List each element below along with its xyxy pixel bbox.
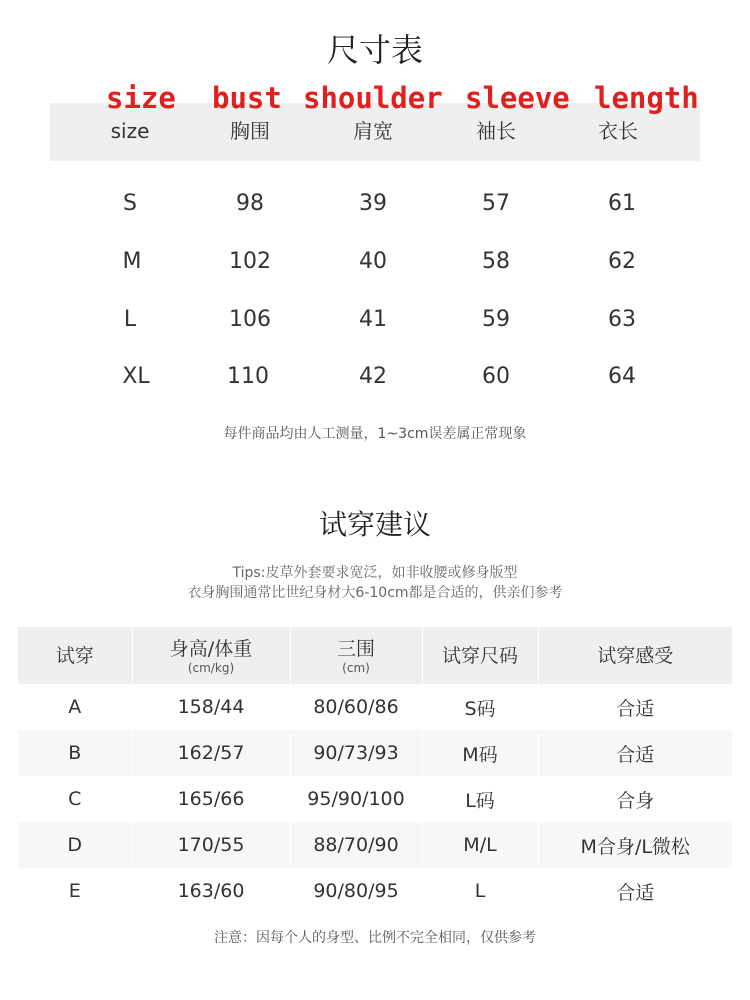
table-cell: 158/44 xyxy=(132,684,290,730)
fit-table-header-row xyxy=(18,627,732,684)
fit-header-height-weight: 身高/体重 (cm/kg) xyxy=(132,627,290,684)
table-cell: 58 xyxy=(482,249,510,274)
english-header-row xyxy=(0,80,750,120)
table-cell: S码 xyxy=(422,684,538,730)
en-header-shoulder: shoulder xyxy=(303,81,443,115)
table-cell: 64 xyxy=(608,364,636,389)
table-cell: 39 xyxy=(359,191,387,216)
fit-header-feeling: 试穿感受 xyxy=(597,644,674,667)
header-shoulder: 肩宽 xyxy=(353,119,393,143)
fit-header-tester: 试穿 xyxy=(18,627,132,684)
size-chart-title: 尺寸表 xyxy=(326,31,423,69)
fit-tips-line1: Tips:皮草外套要求宽泛，如非收腰或修身版型 xyxy=(232,565,518,581)
table-cell: L xyxy=(422,868,538,914)
en-header-sleeve: sleeve xyxy=(465,81,570,115)
fit-advice-title: 试穿建议 xyxy=(318,508,431,541)
fit-tips xyxy=(0,563,750,603)
table-cell: 98 xyxy=(236,191,264,216)
header-size: size xyxy=(110,119,150,143)
measurement-note: 每件商品均由人工测量，1~3cm误差属正常现象 xyxy=(223,426,527,442)
table-cell: S xyxy=(123,191,137,216)
table-cell: 61 xyxy=(608,191,636,216)
header-bust: 胸围 xyxy=(230,119,270,143)
table-row xyxy=(18,822,732,868)
fit-tips-line2: 衣身胸围通常比世纪身材大6-10cm都是合适的，供亲们参考 xyxy=(187,585,563,601)
en-header-bust: bust xyxy=(212,81,282,115)
table-cell: 62 xyxy=(608,249,636,274)
table-cell: 41 xyxy=(359,307,387,332)
table-cell: M码 xyxy=(422,730,538,776)
table-cell: D xyxy=(18,822,132,868)
table-cell: E xyxy=(18,868,132,914)
fit-table xyxy=(18,627,732,914)
table-cell: 80/60/86 xyxy=(290,684,422,730)
table-row xyxy=(18,868,732,914)
table-cell: 59 xyxy=(482,307,510,332)
table-cell: 60 xyxy=(482,364,510,389)
header-length: 衣长 xyxy=(598,119,638,143)
table-cell: 40 xyxy=(359,249,387,274)
en-header-length: length xyxy=(594,81,699,115)
table-cell: L码 xyxy=(422,776,538,822)
table-cell: M合身/L微松 xyxy=(580,835,690,858)
en-header-size: size xyxy=(106,81,176,115)
table-cell: 合适 xyxy=(616,697,655,720)
table-cell: 106 xyxy=(229,307,271,332)
table-cell: 合适 xyxy=(616,743,655,766)
table-cell: M xyxy=(122,249,142,274)
table-cell: 57 xyxy=(482,191,510,216)
header-sleeve: 袖长 xyxy=(476,119,516,143)
table-cell: 88/70/90 xyxy=(290,822,422,868)
table-row xyxy=(18,684,732,730)
table-cell: 合身 xyxy=(616,789,655,812)
table-cell: XL xyxy=(122,364,150,389)
table-cell: L xyxy=(123,307,137,332)
table-cell: 90/80/95 xyxy=(290,868,422,914)
table-cell: 63 xyxy=(608,307,636,332)
table-cell: 合适 xyxy=(616,881,655,904)
table-cell: 162/57 xyxy=(132,730,290,776)
table-cell: 163/60 xyxy=(132,868,290,914)
table-row xyxy=(18,776,732,822)
fit-header-measurements: 三围 (cm) xyxy=(290,627,422,684)
fit-disclaimer-note: 注意：因每个人的身型、比例不完全相同，仅供参考 xyxy=(214,930,536,946)
table-cell: 110 xyxy=(227,364,269,389)
table-cell: A xyxy=(18,684,132,730)
table-cell: 170/55 xyxy=(132,822,290,868)
table-row xyxy=(18,730,732,776)
table-cell: 165/66 xyxy=(132,776,290,822)
table-cell: 102 xyxy=(229,249,271,274)
table-cell: 42 xyxy=(359,364,387,389)
fit-header-size-worn: 试穿尺码 xyxy=(422,627,538,684)
table-cell: 95/90/100 xyxy=(290,776,422,822)
table-cell: C xyxy=(18,776,132,822)
table-cell: B xyxy=(18,730,132,776)
table-cell: 90/73/93 xyxy=(290,730,422,776)
table-cell: M/L xyxy=(422,822,538,868)
